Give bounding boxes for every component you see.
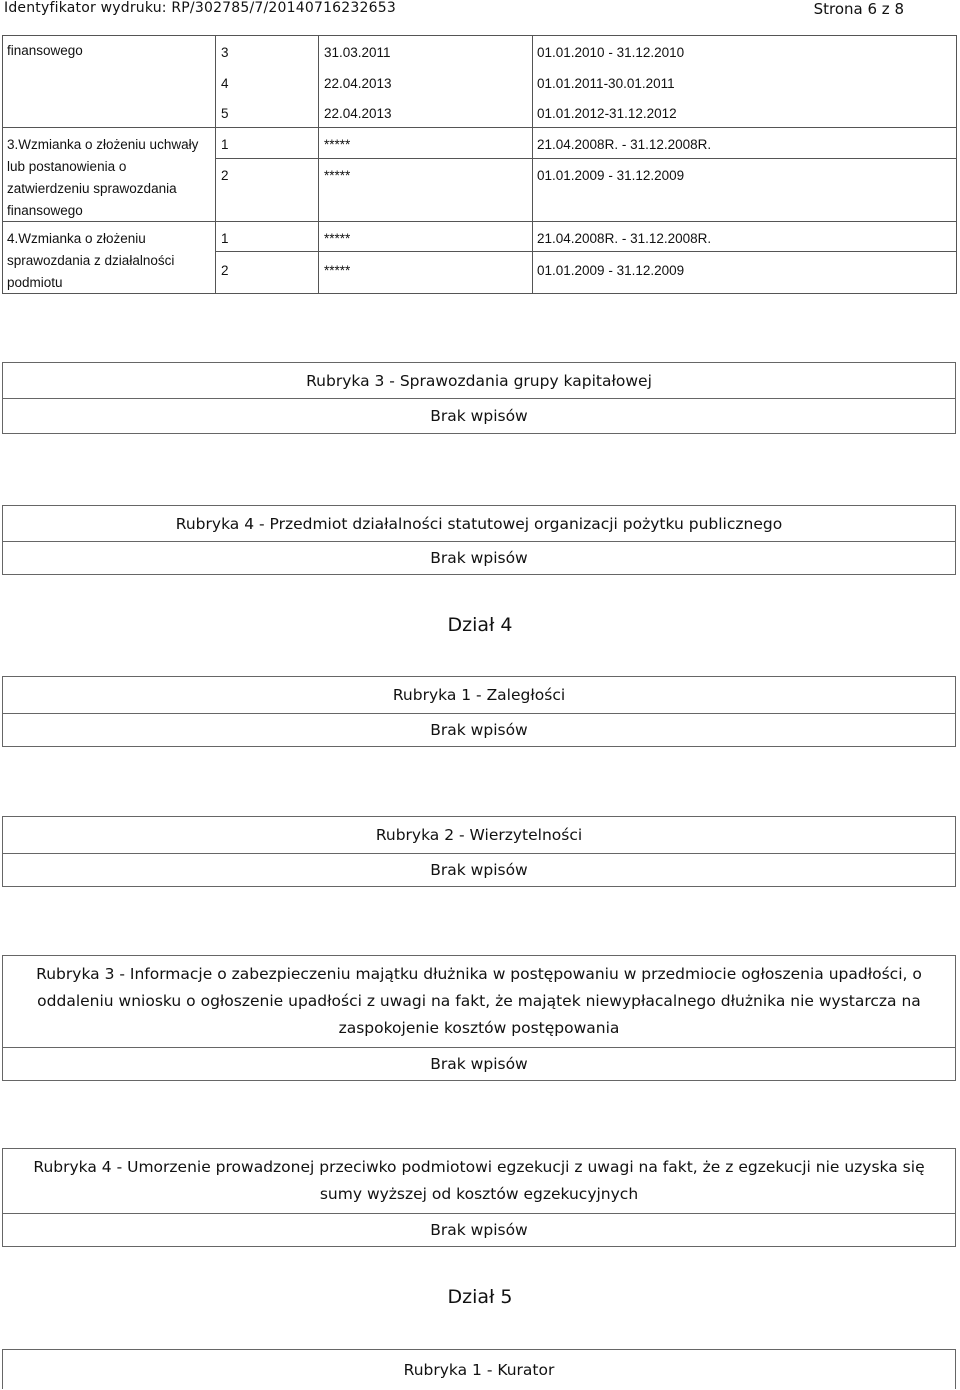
row-period: 01.01.2009 - 31.12.2009 bbox=[537, 263, 685, 278]
section-rubryka-4 bbox=[2, 505, 956, 575]
section-title: Rubryka 2 - Wierzytelności bbox=[3, 817, 955, 854]
section-title: Rubryka 1 - Kurator bbox=[403, 1361, 555, 1379]
section-body: Brak wpisów bbox=[430, 1055, 528, 1073]
row-number: 4 bbox=[221, 76, 229, 91]
row-number: 3 bbox=[221, 45, 229, 60]
row-period: 01.01.2010 - 31.12.2010 bbox=[537, 45, 685, 60]
row-date: 22.04.2013 bbox=[324, 106, 392, 121]
row-number: 5 bbox=[221, 106, 229, 121]
group-label: 3.Wzmianka o złożeniu uchwały lub postanowienia o zatwierdzeniu sprawozdania finansowego bbox=[7, 137, 199, 218]
row-date: 22.04.2013 bbox=[324, 76, 392, 91]
dzial-5-heading: Dział 5 bbox=[447, 1286, 513, 1308]
section-d4-rubryka-1 bbox=[2, 676, 956, 747]
section-rubryka-3 bbox=[2, 362, 956, 434]
group-label: 4.Wzmianka o złożeniu sprawozdania z działalności podmiotu bbox=[7, 231, 175, 290]
section-title: Rubryka 1 - Zaległości bbox=[3, 677, 955, 714]
row-period: 01.01.2009 - 31.12.2009 bbox=[537, 168, 685, 183]
dzial-4-heading: Dział 4 bbox=[447, 614, 513, 636]
section-title: Rubryka 4 - Umorzenie prowadzonej przeciwko podmiotowi egzekucji z uwagi na fakt, że z egzekucji nie uzyska się sumy wyższej od kosztów egzekucyjnych bbox=[3, 1149, 955, 1214]
row-date: ***** bbox=[324, 168, 351, 183]
row-date: ***** bbox=[324, 137, 351, 152]
section-body: Brak wpisów bbox=[430, 721, 528, 739]
section-d4-rubryka-2 bbox=[2, 816, 956, 887]
section-body: Brak wpisów bbox=[430, 549, 528, 567]
row-period: 01.01.2011-30.01.2011 bbox=[537, 76, 675, 91]
page-number: Strona 6 z 8 bbox=[813, 0, 904, 18]
section-d4-rubryka-4 bbox=[2, 1148, 956, 1247]
row-date: ***** bbox=[324, 263, 351, 278]
row-number: 2 bbox=[221, 168, 229, 183]
row-period: 01.01.2012-31.12.2012 bbox=[537, 106, 677, 121]
section-title: Rubryka 3 - Informacje o zabezpieczeniu majątku dłużnika w postępowaniu w przedmiocie ogłoszenia upadłości, o oddaleniu wniosku o ogłoszenie upadłości z uwagi na fakt, że majątek niewypłacalnego dłużnika nie wystarcza na zaspokojenie kosztów postępowania bbox=[3, 956, 955, 1048]
print-identifier: Identyfikator wydruku: RP/302785/7/20140716232653 bbox=[4, 0, 396, 16]
section-body: Brak wpisów bbox=[430, 1221, 528, 1239]
section-title: Rubryka 4 - Przedmiot działalności statutowej organizacji pożytku publicznego bbox=[3, 506, 955, 542]
row-date: 31.03.2011 bbox=[324, 45, 391, 60]
group-label: finansowego bbox=[7, 43, 83, 58]
section-d5-rubryka-1 bbox=[2, 1349, 956, 1389]
section-d4-rubryka-3 bbox=[2, 955, 956, 1081]
section-body: Brak wpisów bbox=[430, 407, 528, 425]
row-number: 1 bbox=[221, 231, 229, 246]
row-date: ***** bbox=[324, 231, 351, 246]
section-title: Rubryka 3 - Sprawozdania grupy kapitałowej bbox=[3, 363, 955, 399]
row-number: 1 bbox=[221, 137, 229, 152]
row-period: 21.04.2008R. - 31.12.2008R. bbox=[537, 231, 712, 246]
section-body: Brak wpisów bbox=[430, 861, 528, 879]
row-period: 21.04.2008R. - 31.12.2008R. bbox=[537, 137, 712, 152]
row-number: 2 bbox=[221, 263, 229, 278]
